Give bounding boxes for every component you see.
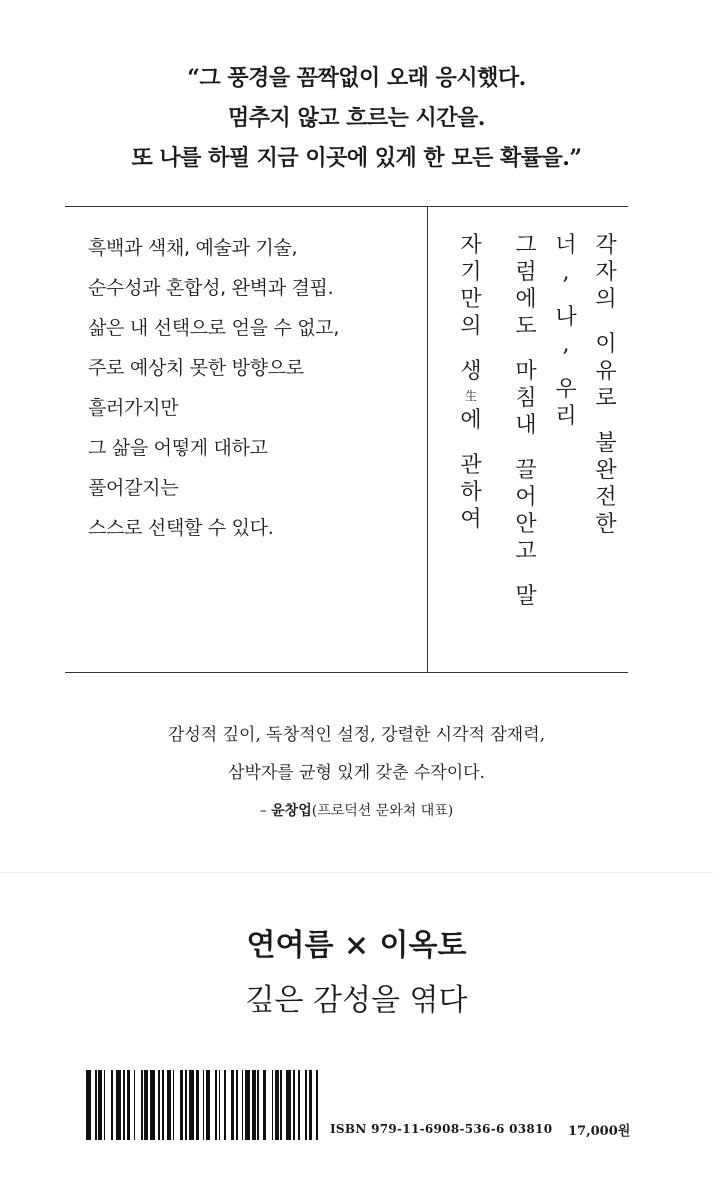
- synopsis-line: 삶은 내 선택으로 얻을 수 없고,: [88, 317, 340, 339]
- review-quote: [0, 716, 713, 792]
- vertical-line-4: 자 기 만 의 생 生 에 관 하 여: [460, 233, 482, 532]
- divider-bottom: [65, 672, 628, 673]
- reviewer-role: (프로덕션 문와쳐 대표): [311, 803, 454, 819]
- synopsis-line: 스스로 선택할 수 있다.: [88, 517, 274, 539]
- price: 17,000원: [568, 1124, 631, 1139]
- synopsis-text: [88, 228, 418, 548]
- vertical-line-2: 너 , 나 , 우 리: [555, 233, 577, 429]
- vertical-line-3: 그 럼 에 도 마 침 내 끌 어 안 고 말: [515, 233, 537, 609]
- book-subtitle: 깊은 감성을 엮다: [245, 983, 468, 1018]
- reviewer-name: 윤창업: [271, 803, 312, 819]
- featured-quote: [0, 58, 713, 178]
- synopsis-line: 풀어갈지는: [88, 477, 179, 499]
- vertical-line-1: 각 자 의 이 유 로 불 완 전 한: [595, 233, 617, 537]
- synopsis-line: 그 삶을 어떻게 대하고: [88, 437, 268, 459]
- quote-line-2: 멈추지 않고 흐르는 시간을.: [228, 105, 485, 131]
- authors: 연여름 × 이옥토: [246, 928, 467, 963]
- review-attribution: [0, 800, 713, 820]
- quote-line-3: 또 나를 하필 지금 이곳에 있게 한 모든 확률을.”: [131, 145, 582, 171]
- quote-line-1: “그 풍경을 꼼짝없이 오래 응시했다.: [187, 65, 526, 91]
- synopsis-line: 주로 예상치 못한 방향으로: [88, 357, 304, 379]
- synopsis-line: 흑백과 색채, 예술과 기술,: [88, 237, 298, 259]
- synopsis-line: 순수성과 혼합성, 완벽과 결핍.: [88, 277, 334, 299]
- barcode-image: [86, 1070, 320, 1140]
- review-line-1: 감성적 깊이, 독창적인 설정, 강렬한 시각적 잠재력,: [167, 725, 546, 745]
- isbn-number: ISBN 979-11-6908-536-6 03810: [330, 1122, 553, 1136]
- review-line-2: 삼박자를 균형 있게 갖춘 수작이다.: [228, 763, 485, 783]
- synopsis-line: 흘러가지만: [88, 397, 179, 419]
- attribution-dash: –: [259, 803, 267, 819]
- divider-vertical: [427, 207, 428, 672]
- divider-top: [65, 206, 628, 207]
